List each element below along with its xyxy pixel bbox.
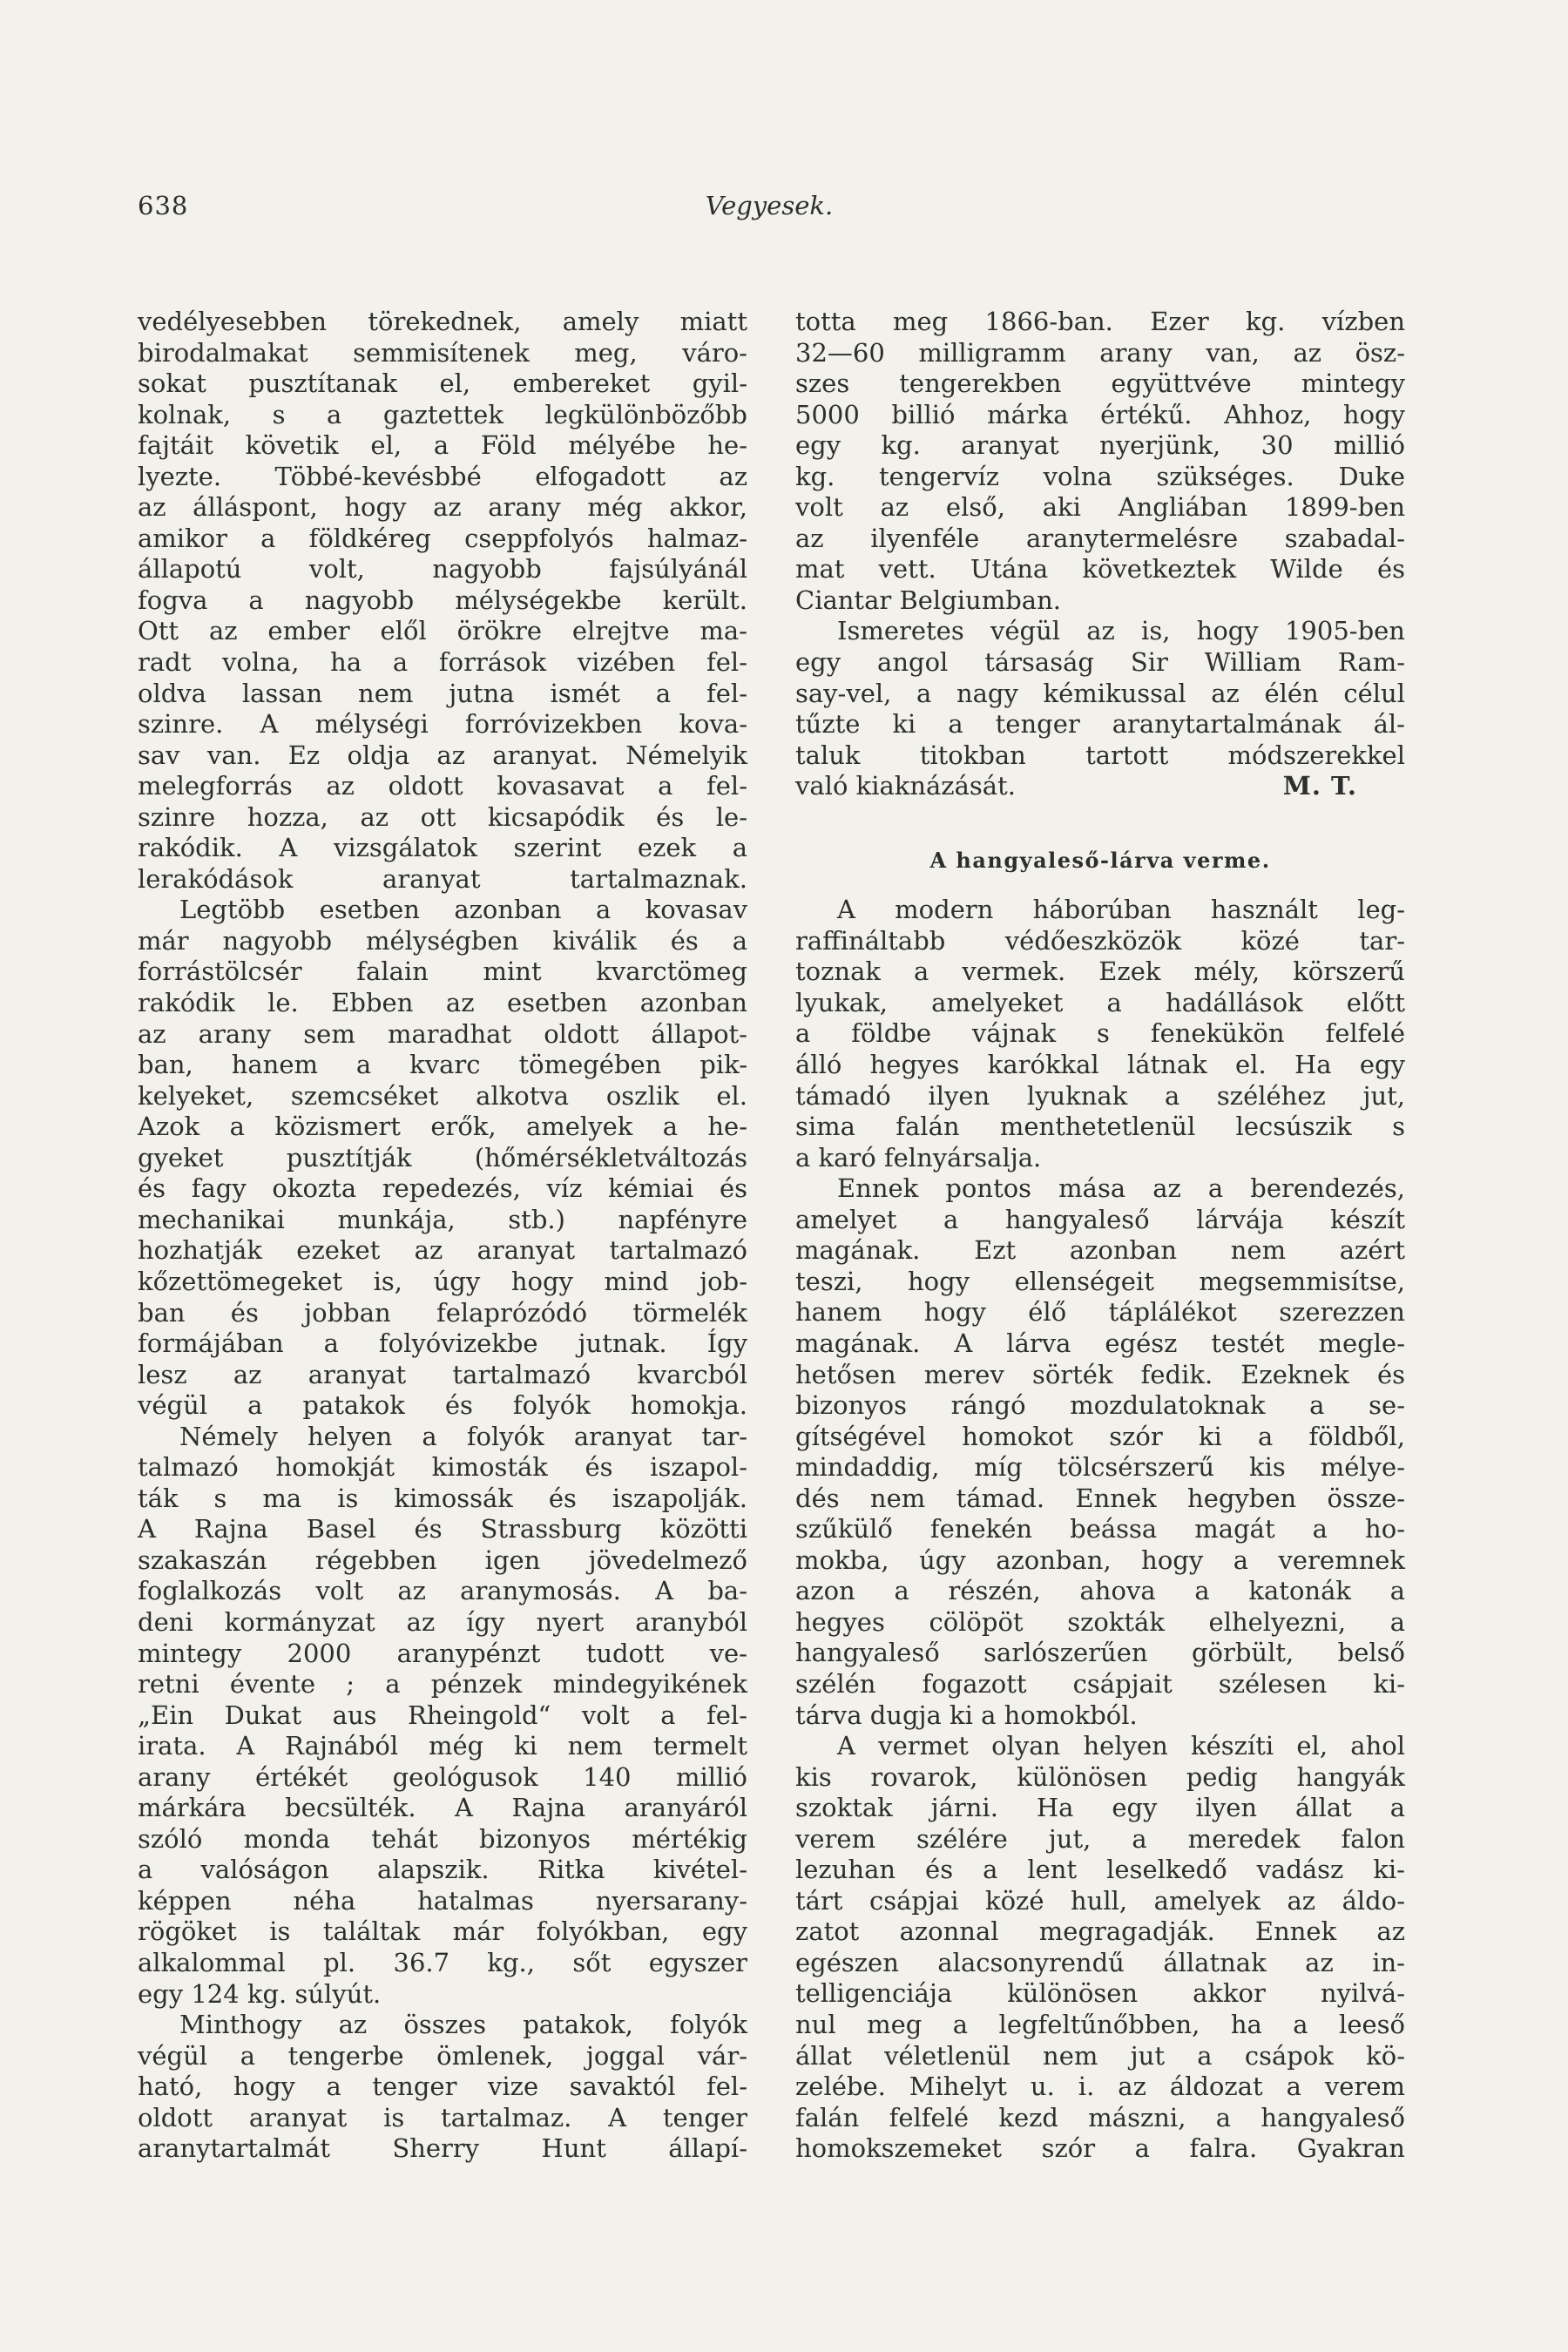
text-line: lerakódások aranyat tartalmaznak. [138, 863, 747, 894]
text-line: fajtáit követik el, a Föld mélyébe he- [138, 430, 747, 461]
text-line: magának. Ezt azonban nem azért [795, 1235, 1405, 1266]
text-line: ban és jobban felaprózódó törmelék [138, 1297, 747, 1328]
text-line: talmazó homokját kimosták és iszapol- [138, 1452, 747, 1483]
text-line: Ennek pontos mása az a berendezés, [837, 1173, 1405, 1204]
text-line: ban, hanem a kvarc tömegében pik- [138, 1050, 747, 1080]
text-line: vedélyesebben törekednek, amely miatt [138, 307, 747, 336]
text-line: gyeket pusztítják (hőmérsékletváltozás [138, 1142, 747, 1173]
text-line: A modern háborúban használt leg- [837, 895, 1405, 925]
left-column [138, 307, 747, 2165]
text-line: irata. A Rajnából még ki nem termelt [138, 1731, 747, 1761]
text-line: és fagy okozta repedezés, víz kémiai és [138, 1173, 747, 1204]
text-line: szes tengerekben együttvéve mintegy [795, 368, 1405, 399]
text-line: lyezte. Többé-kevésbbé elfogadott az [138, 461, 747, 491]
text-line: tűzte ki a tenger aranytartalmának ál- [795, 709, 1405, 740]
text-line: hangyaleső sarlószerűen görbült, belső [795, 1638, 1405, 1668]
text-line: toznak a vermek. Ezek mély, körszerű [795, 956, 1405, 987]
text-line: lesz az aranyat tartalmazó kvarcból [138, 1359, 747, 1389]
text-line: radt volna, ha a források vizében fel- [138, 647, 747, 678]
paragraph [138, 895, 747, 1421]
text-line: Azok a közismert erők, amelyek a he- [138, 1112, 747, 1142]
text-line: szoktak járni. Ha egy ilyen állat a [795, 1793, 1405, 1823]
paragraph [795, 1173, 1405, 1731]
text-line: rakódik. A vizsgálatok szerint ezek a [138, 833, 747, 863]
text-line: azon a részén, ahova a katonák a [795, 1576, 1405, 1606]
paragraph [138, 307, 747, 895]
text-line: kis rovarok, különösen pedig hangyák [795, 1761, 1405, 1792]
text-line: ták s ma is kimossák és iszapolják. [138, 1483, 747, 1513]
text-line: totta meg 1866-ban. Ezer kg. vízben [795, 307, 1405, 336]
text-line: kolnak, s a gaztettek legkülönbözőbb [138, 399, 747, 429]
text-line: tárt csápjai közé hull, amelyek az áldo- [795, 1885, 1405, 1916]
text-line: kőzettömegeket is, úgy hogy mind job- [138, 1266, 747, 1296]
text-line: a földbe vájnak s fenekükön felfelé [795, 1018, 1405, 1049]
text-line: rakódik le. Ebben az esetben azonban [138, 988, 747, 1018]
text-line: mechanikai munkája, stb.) napfényre [138, 1204, 747, 1234]
text-line: szűkülő fenekén beássa magát a ho- [795, 1514, 1405, 1544]
text-line: sav van. Ez oldja az aranyat. Némelyik [138, 740, 747, 770]
right-column [795, 307, 1405, 2165]
text-line: tárva dugja ki a homokból. [795, 1700, 1138, 1730]
paragraph [795, 895, 1405, 1173]
text-line: egy 124 kg. súlyút. [138, 1978, 382, 2009]
text-line: végül a tengerbe ömlenek, joggal vár- [138, 2040, 747, 2071]
text-line: forrástölcsér falain mint kvarctömeg [138, 956, 747, 987]
text-line: formájában a folyóvizekbe jutnak. Így [138, 1328, 747, 1359]
text-line: „Ein Dukat aus Rheingold“ volt a fel- [138, 1700, 747, 1730]
text-line: dés nem támad. Ennek hegyben össze- [795, 1483, 1405, 1513]
text-line: szóló monda tehát bizonyos mértékig [138, 1823, 747, 1854]
text-line: bizonyos rángó mozdulatoknak a se- [795, 1390, 1405, 1421]
text-line: melegforrás az oldott kovasavat a fel- [138, 771, 747, 801]
paragraph [795, 1731, 1405, 2165]
text-line: az álláspont, hogy az arany még akkor, [138, 492, 747, 523]
text-line: deni kormányzat az így nyert aranyból [138, 1606, 747, 1637]
text-line: fogva a nagyobb mélységekbe került. [138, 585, 747, 615]
text-line: mat vett. Utána következtek Wilde és [795, 554, 1405, 585]
text-line: mintegy 2000 aranypénzt tudott ve- [138, 1638, 747, 1668]
text-line: való kiaknázását. [795, 771, 1016, 801]
text-line: mindaddig, míg tölcsérszerű kis mélye- [795, 1452, 1405, 1483]
text-line: sima falán menthetetlenül lecsúszik s [795, 1112, 1405, 1142]
text-line: A vermet olyan helyen készíti el, ahol [837, 1731, 1405, 1761]
text-line: egy angol társaság Sir William Ram- [795, 647, 1405, 678]
text-line: végül a patakok és folyók homokja. [138, 1390, 747, 1421]
text-line: 5000 billió márka értékű. Ahhoz, hogy [795, 399, 1405, 429]
text-line: Némely helyen a folyók aranyat tar- [179, 1421, 747, 1451]
text-line: teszi, hogy ellenségeit megsemmisítse, [795, 1266, 1405, 1296]
text-line: szélén fogazott csápjait szélesen ki- [795, 1668, 1405, 1699]
paragraph [795, 307, 1405, 616]
text-line: lezuhan és a lent leselkedő vadász ki- [795, 1855, 1405, 1885]
text-line: A Rajna Basel és Strassburg közötti [138, 1514, 747, 1544]
page-number: 638 [138, 191, 189, 220]
text-line: az arany sem maradhat oldott állapot- [138, 1018, 747, 1049]
text-line: magának. A lárva egész testét megle- [795, 1328, 1405, 1358]
article-title: A hangyaleső-lárva verme. [929, 847, 1271, 873]
text-line: telligenciája különösen akkor nyilvá- [795, 1978, 1405, 2009]
text-line: a valóságon alapszik. Ritka kivétel- [138, 1855, 747, 1885]
text-line: kelyeket, szemcséket alkotva oszlik el. [138, 1080, 747, 1111]
text-line: egy kg. aranyat nyerjünk, 30 millió [795, 430, 1405, 461]
text-line: arany értékét geológusok 140 millió [138, 1761, 747, 1792]
text-line: rögöket is találtak már folyókban, egy [138, 1916, 747, 1947]
text-line: képpen néha hatalmas nyersarany- [138, 1885, 747, 1916]
author-signature: M. T. [1282, 771, 1357, 801]
text-line: 32—60 milligramm arany van, az ösz- [795, 337, 1405, 368]
text-line: Ismeretes végül az is, hogy 1905-ben [837, 616, 1405, 646]
text-line: hegyes cölöpöt szokták elhelyezni, a [795, 1606, 1405, 1637]
text-line: állat véletlenül nem jut a csápok kö- [795, 2040, 1405, 2071]
text-line: szinre. A mélységi forróvizekben kova- [138, 709, 747, 740]
text-line: aranytartalmát Sherry Hunt állapí- [138, 2133, 747, 2164]
text-line: gítségével homokot szór ki a földből, [795, 1421, 1405, 1451]
text-line: sokat pusztítanak el, embereket gyil- [138, 368, 747, 399]
text-line: birodalmakat semmisítenek meg, váro- [138, 337, 747, 368]
text-line: amelyet a hangyaleső lárvája készít [795, 1204, 1405, 1234]
text-line: álló hegyes karókkal látnak el. Ha egy [795, 1050, 1405, 1080]
text-line: oldott aranyat is tartalmaz. A tenger [138, 2102, 747, 2132]
text-line: hetősen merev sörték fedik. Ezeknek és [795, 1359, 1405, 1389]
text-line: állapotú volt, nagyobb fajsúlyánál [138, 554, 747, 585]
text-line: lyukak, amelyeket a hadállások előtt [795, 987, 1405, 1017]
text-line: egészen alacsonyrendű állatnak az in- [795, 1947, 1405, 1977]
text-line: nul meg a legfeltűnőbben, ha a leeső [795, 2009, 1405, 2039]
text-line: hanem hogy élő táplálékot szerezzen [795, 1297, 1405, 1328]
text-line: zelébe. Mihelyt u. i. az áldozat a verem [795, 2072, 1405, 2102]
text-line: a karó felnyársalja. [795, 1142, 1042, 1173]
paragraph [138, 2010, 747, 2165]
text-line: szakaszán régebben igen jövedelmező [138, 1544, 747, 1575]
text-line: falán felfelé kezd mászni, a hangyaleső [795, 2102, 1405, 2132]
text-line: Legtöbb esetben azonban a kovasav [179, 895, 747, 925]
text-line: ható, hogy a tenger vize savaktól fel- [138, 2072, 747, 2102]
text-line: Minthogy az összes patakok, folyók [179, 2010, 747, 2040]
text-line: say-vel, a nagy kémikussal az élén célul [795, 678, 1405, 708]
paragraph [795, 616, 1405, 801]
text-line: retni évente ; a pénzek mindegyikének [138, 1669, 747, 1700]
text-line: oldva lassan nem jutna ismét a fel- [138, 678, 747, 708]
text-line: támadó ilyen lyuknak a széléhez jut, [795, 1080, 1405, 1111]
text-line: hozhatják ezeket az aranyat tartalmazó [138, 1235, 747, 1266]
text-line: az ilyenféle aranytermelésre szabadal- [795, 523, 1405, 553]
text-line: taluk titokban tartott módszerekkel [795, 740, 1405, 770]
text-line: zatot azonnal megragadják. Ennek az [795, 1916, 1405, 1947]
text-line: szinre hozza, az ott kicsapódik és le- [138, 801, 747, 832]
text-line: volt az első, aki Angliában 1899-ben [795, 492, 1405, 523]
text-line: alkalommal pl. 36.7 kg., sőt egyszer [138, 1947, 747, 1977]
text-line: Ott az ember elől örökre elrejtve ma- [138, 616, 747, 646]
text-line: mokba, úgy azonban, hogy a veremnek [795, 1544, 1405, 1575]
text-line: kg. tengervíz volna szükséges. Duke [795, 461, 1405, 491]
text-line: foglalkozás volt az aranymosás. A ba- [138, 1576, 747, 1606]
text-line: homokszemeket szór a falra. Gyakran [795, 2133, 1405, 2164]
text-line: már nagyobb mélységben kiválik és a [138, 925, 747, 956]
text-line: raffináltabb védőeszközök közé tar- [795, 925, 1405, 956]
text-line: amikor a földkéreg cseppfolyós halmaz- [138, 523, 747, 553]
text-line: márkára becsülték. A Rajna aranyáról [138, 1793, 747, 1823]
running-title: Vegyesek. [705, 191, 834, 220]
paragraph [138, 1422, 747, 2010]
text-line: Ciantar Belgiumban. [795, 585, 1061, 615]
text-line: verem szélére jut, a meredek falon [795, 1823, 1405, 1854]
